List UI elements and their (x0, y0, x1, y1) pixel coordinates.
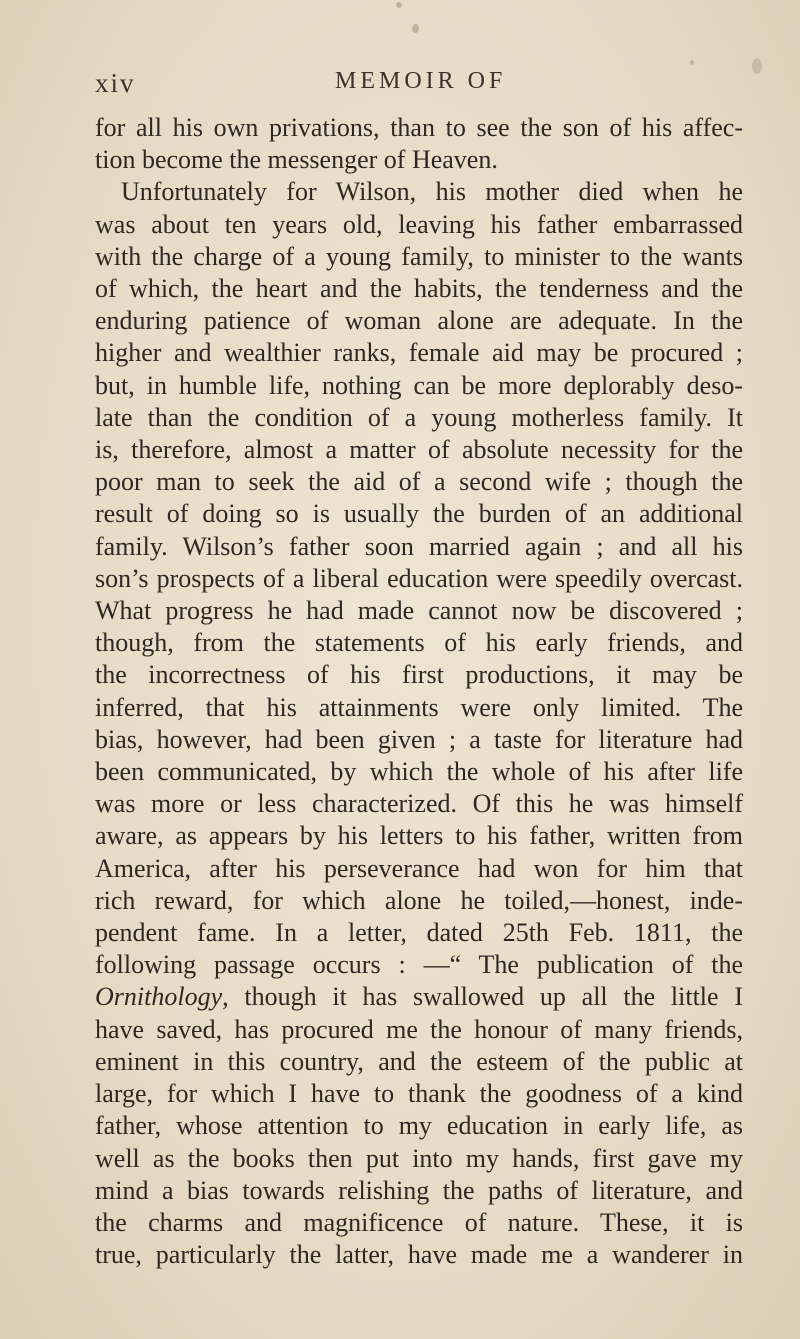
text-line: for all his own privations, than to see the son of his affec- (95, 113, 743, 142)
text-line: though, from the statements of his early friends, and (95, 628, 743, 658)
text-line: pendent fame. In a letter, dated 25th Feb. 1811, the (95, 918, 743, 948)
text-line: result of doing so is usually the burden of an additional (95, 499, 743, 529)
text-line: was about ten years old, leaving his father embarrassed (95, 209, 743, 239)
text-line: have saved, has procured me the honour of many friends, (95, 1014, 743, 1044)
text-line: Unfortunately for Wilson, his mother died when he (121, 177, 743, 207)
ink-speck (690, 60, 694, 65)
ink-speck (396, 2, 402, 8)
text-line: the charms and magnificence of nature. These, it is (95, 1207, 743, 1237)
text-line: late than the condition of a young motherless family. It (95, 402, 743, 432)
text-line: mind a bias towards relishing the paths of literature, and (95, 1175, 743, 1205)
text-line: of which, the heart and the habits, the tenderness and the (95, 274, 743, 304)
text-line: poor man to seek the aid of a second wife ; though the (95, 467, 743, 497)
text-line: with the charge of a young family, to minister to the wants (95, 241, 743, 271)
text-line: is, therefore, almost a matter of absolute necessity for the (95, 435, 743, 465)
text-line: well as the books then put into my hands, first gave my (95, 1143, 743, 1173)
text-line: enduring patience of woman alone are adequate. In the (95, 306, 743, 336)
text-line: aware, as appears by his letters to his father, written from (95, 821, 743, 851)
text-line: was more or less characterized. Of this he was himself (95, 789, 743, 819)
text-line: higher and wealthier ranks, female aid may be procured ; (95, 338, 743, 368)
text-line: What progress he had made cannot now be discovered ; (95, 596, 743, 626)
running-head: MEMOIR OF (335, 68, 507, 94)
text-line: rich reward, for which alone he toiled,—honest, inde- (95, 885, 743, 915)
text-line: America, after his perseverance had won for him that (95, 853, 743, 883)
text-line: eminent in this country, and the esteem of the public at (95, 1046, 743, 1076)
page-header (95, 68, 745, 108)
text-line: but, in humble life, nothing can be more deplorably deso- (95, 370, 743, 400)
text-line: true, particularly the latter, have made me a wanderer in (95, 1240, 743, 1270)
text-line: been communicated, by which the whole of his after life (95, 757, 743, 787)
body-text (95, 112, 743, 1271)
book-title: Ornithology (95, 982, 223, 1012)
text-line: son’s prospects of a liberal education were speedily overcast. (95, 563, 743, 593)
page-number: xiv (95, 68, 136, 98)
ink-speck (752, 58, 762, 74)
text-line: large, for which I have to thank the goodness of a kind (95, 1079, 743, 1109)
text-line: Ornithology, though it has swallowed up all the little I (95, 982, 743, 1012)
text-line: tion become the messenger of Heaven. (95, 145, 498, 175)
text-line: following passage occurs : —“ The publication of the (95, 950, 743, 980)
text-line: bias, however, had been given ; a taste for literature had (95, 724, 743, 754)
text-line: family. Wilson’s father soon married again ; and all his (95, 531, 743, 561)
ink-speck (412, 24, 419, 33)
text-line: father, whose attention to my education in early life, as (95, 1111, 743, 1141)
text-line: the incorrectness of his first productions, it may be (95, 660, 743, 690)
text-line: inferred, that his attainments were only limited. The (95, 692, 743, 722)
